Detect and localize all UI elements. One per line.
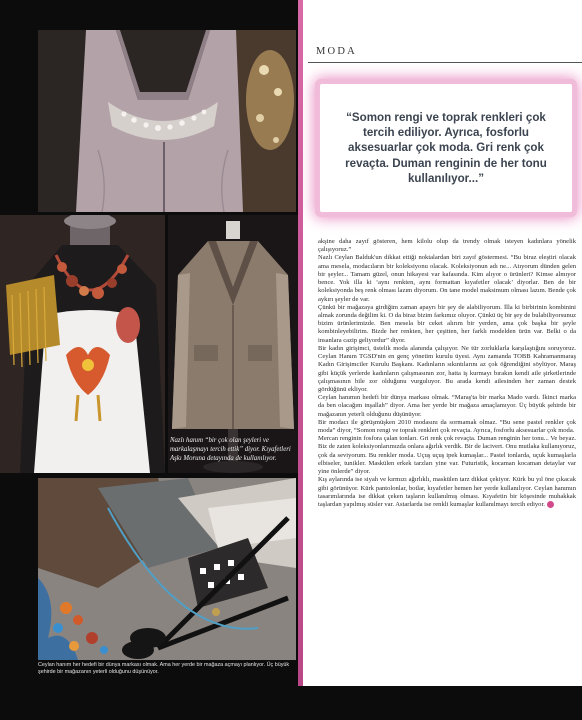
mannequin-caption: Nazlı hanım “bir çok olan şeyleri ve markalaşmayı tercih ettik” diyor. Kıyafetleri Aşkı Moruna detayında de kullanılıyor.	[170, 437, 291, 462]
article-paragraph: Çünkü bir mağazaya girdiğim zaman apayrı bir şey de alabiliyorum. İlla ki birbirinin kombinini almak zorunda değilim ki. O da biraz bizim farkımız oluyor. Çünkü üç bir şey de bulabiliyorsunuz bizim ürünlerimizde. Ben mesela bir ceket alırım bir yerden, ama çok başka bir şeyle kombinleyebilirim. Bizde her renkten, her çeşitten, her farklı modelden ürün var. Belki o da insanlara cazip geliyordur” diyor.	[318, 303, 576, 344]
bottom-caption: Ceylan hanım her hedefi bir dünya markası olmak. Ama her yerde bir mağaza açmayı planlıyor. Üç büyük şehirde bir mağazanın yeterli olduğunu düşünüyor.	[38, 662, 290, 676]
accent-strip	[298, 0, 303, 720]
lilac-top-illustration	[38, 30, 296, 212]
photo-fabrics-scissors	[38, 478, 296, 660]
article-paragraph: Bir modacı ile görüşmüşken 2010 modasını da sormamak olmaz. “Bu sene pastel renkler çok moda” diyor, “Somon rengi ve toprak renkleri çok revaçta. Ayrıca, fosforlu aksesuarlar çok moda.	[318, 418, 576, 435]
article-body	[318, 238, 576, 694]
mannequin-illustration	[0, 215, 165, 473]
article-paragraph: Nazlı Ceylan Balduk'un dikkat ettiği noktalardan biri zayıf göstermesi. “Bu biraz eleştiri olacak ama mesela, modacıların bir koleksiyonu olacak. Koleksiyonun adı ne... Atıyorum dünden gelen bir şeyler... Tamam güzel, onun hikayesi var kafasında. Kim alıyor o ürünleri? Kimse almıyor bence. Yok illa ki ‘aynı renkten, aynı formattan kıyafetler olacak’ diyorlar. Ben de bir koleksiyonda beş renk olması lazım diyorum. On tane model maksimum olması lazım. Bende çok aykırı şeyler de var.	[318, 254, 576, 303]
pull-quote-box	[320, 84, 572, 212]
article-paragraph: Ceylan hanımın hedefi bir dünya markası olmak. “Maraş'ta bir marka Mado vardı. İkinci marka da ben olacağım inşallah” diyor. Ama her yerde bir mağaza amaçlamıyor. Üç büyük şehirde bir mağazanın yeterli olduğunu düşünüyor.	[318, 394, 576, 418]
photo-lilac-top	[38, 30, 296, 212]
end-mark-icon	[547, 501, 554, 508]
article-paragraph	[318, 476, 576, 509]
pull-quote-text: “Somon rengi ve toprak renkleri çok tercih ediliyor. Ayrıca, fosforlu aksesuarlar çok moda. Gri renk çok revaçta. Duman renginin de her tonu kullanılıyor...”	[345, 110, 547, 185]
article-paragraph-text: Kış aylarında ise siyah ve kırmızı ağırlıklı, maskülen tarz dikkat çekiyor. Kürk bu yıl öne çıkacak gibi görünüyor. Kürk pantolonlar, botlar, kıyafetler hemen her yerde kullanılıyor. Ceylan hanımın tasarımlarında ise dikkat çeken taşların kullanılmış olması. Kıyafetin bir köşesinde muhakkak taşlardan yapılmış süsler var. Astarlarda ise renkli kumaşlar kullanılmayı tercih ediyor.	[318, 476, 576, 508]
photo-mannequin-jewelry	[0, 215, 165, 473]
fabrics-illustration	[38, 478, 296, 660]
footer-bar	[298, 686, 582, 720]
section-divider	[308, 62, 582, 63]
article-paragraph: akşine daha zayıf gösteren, hem kilolu olup da trendy olmak isteyen kadınlara yönelik çalışıyoruz.”	[318, 238, 576, 254]
coat-illustration	[168, 215, 298, 473]
article-paragraph: Mercan renginin fosfora çalan tonları. Gri renk çok revaçta. Duman renginin her tonu... Ve beyaz. Biz de zaten koleksiyonlarımızda onlara ağırlık verdik. Bir de lacivert. Onu mutlaka kullanıyoruz, çok da seviyorum. Bu renkler moda. Uçuş uçuş ipek kumaşlar... Pastel tonlarda, uçuk kumaşlarla elbiseler, tunikler. Maskülen erkek tarzları yine var. Futuristik, kocaman kocaman detaylar var yine önlerde” diyor.	[318, 435, 576, 476]
photo-trench-coat	[168, 215, 298, 473]
article-paragraph: Bir kadın girişimci, üstelik moda alanında çalışıyor. Ne tür zorluklarla karşılaştığını soruyoruz. Ceylan Hanım TGSD'nin en genç yönetim kurulu üyesi. Aynı zamanda TOBB Kahramanmaraş Kadın Girişimciler Kurulu Başkanı. Kadınların sıkıntılarını az çok öğrendiğini söylüyor. Maraş gibi küçük yerlerde kadınların çalışmasının zor, hatta iş kurmayı bırakın kendi aile şirketlerinde çalışmasının bile zor olduğunu vurguluyor. Bu arada kendi ailesinden her zaman destek gördüğünü ekliyor.	[318, 344, 576, 393]
section-label: MODA	[316, 46, 357, 57]
